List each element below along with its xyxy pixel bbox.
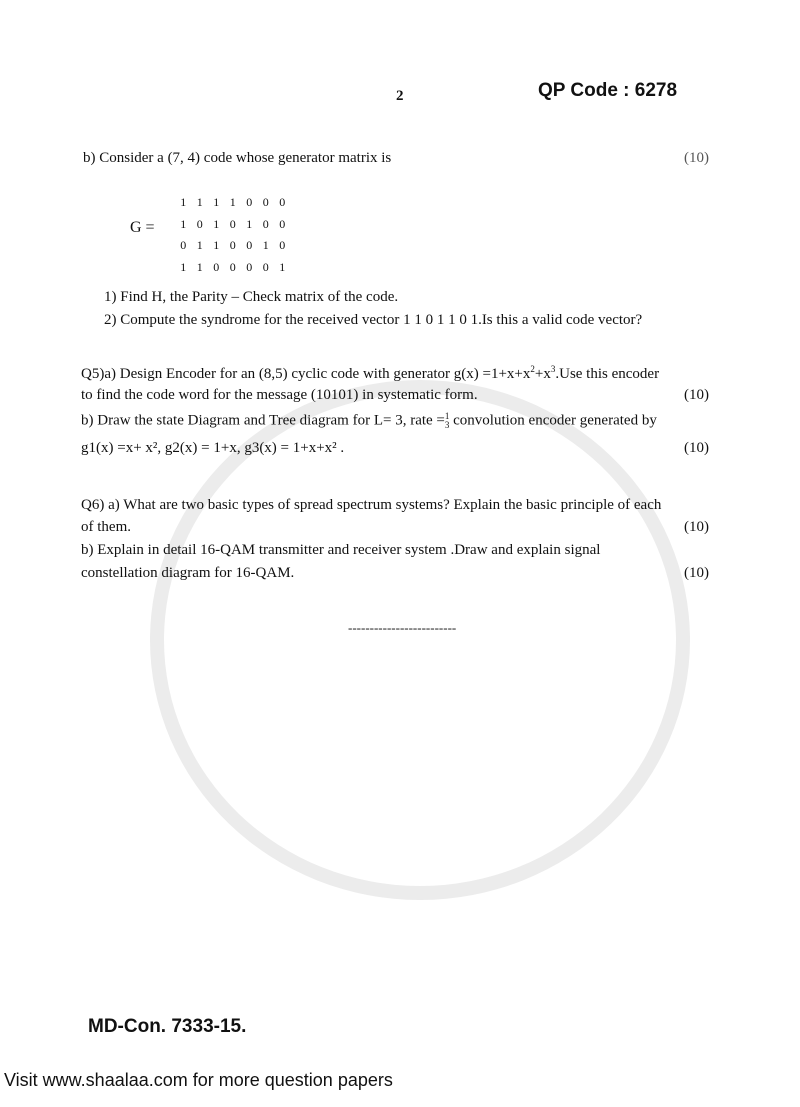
matrix-label: G = <box>130 219 155 236</box>
q5a-line2: to find the code word for the message (10101) in systematic form. <box>81 387 478 403</box>
matrix-row: 1 1 0 0 0 0 1 <box>180 259 286 274</box>
page-number: 2 <box>396 88 404 104</box>
q4b-part-2: 2) Compute the syndrome for the received vector 1 1 0 1 1 0 1.Is this a valid code vector? <box>104 312 643 328</box>
end-rule: ------------------------- <box>348 620 457 635</box>
q6b-line1: b) Explain in detail 16-QAM transmitter and receiver system .Draw and explain signal <box>81 542 601 558</box>
q6a-line2: of them. <box>81 519 131 535</box>
generator-matrix <box>175 192 291 278</box>
q5a-marks: (10) <box>684 387 709 403</box>
rate-fraction: 1 3 <box>444 411 450 430</box>
q4b-marks: (10) <box>684 150 709 166</box>
q5b-marks: (10) <box>684 440 709 456</box>
watermark-circle <box>150 380 690 900</box>
footer-code: MD-Con. 7333-15. <box>88 1016 247 1037</box>
q4b-part-1: 1) Find H, the Parity – Check matrix of the code. <box>104 289 399 305</box>
q6a-line1: Q6) a) What are two basic types of spread spectrum systems? Explain the basic principle of each <box>81 497 662 513</box>
q6a-marks: (10) <box>684 519 709 535</box>
footer-note: Visit www.shaalaa.com for more question papers <box>4 1070 393 1090</box>
matrix-row: 1 0 1 0 1 0 0 <box>180 216 286 231</box>
q4b-text: b) Consider a (7, 4) code whose generator matrix is <box>83 150 392 166</box>
q6b-marks: (10) <box>684 565 709 581</box>
q5a-line1: Q5)a) Design Encoder for an (8,5) cyclic code with generator $g(x) =1+x+x^2+x^3.Use$ this encoder <box>81 364 660 382</box>
q5b-line1: b) Draw the state Diagram and Tree diagram for L= 3, rate =1 3 convolution encoder generated by <box>81 411 657 430</box>
matrix-row: 0 1 1 0 0 1 0 <box>180 238 286 252</box>
q6b-line2: constellation diagram for 16-QAM. <box>81 565 295 581</box>
qp-code: QP Code : 6278 <box>538 80 678 101</box>
matrix-row: 1 1 1 1 0 0 0 <box>180 195 286 209</box>
q5b-line2: g1(x) =x+ x², g2(x) = 1+x, g3(x) = 1+x+x² . <box>81 440 345 456</box>
